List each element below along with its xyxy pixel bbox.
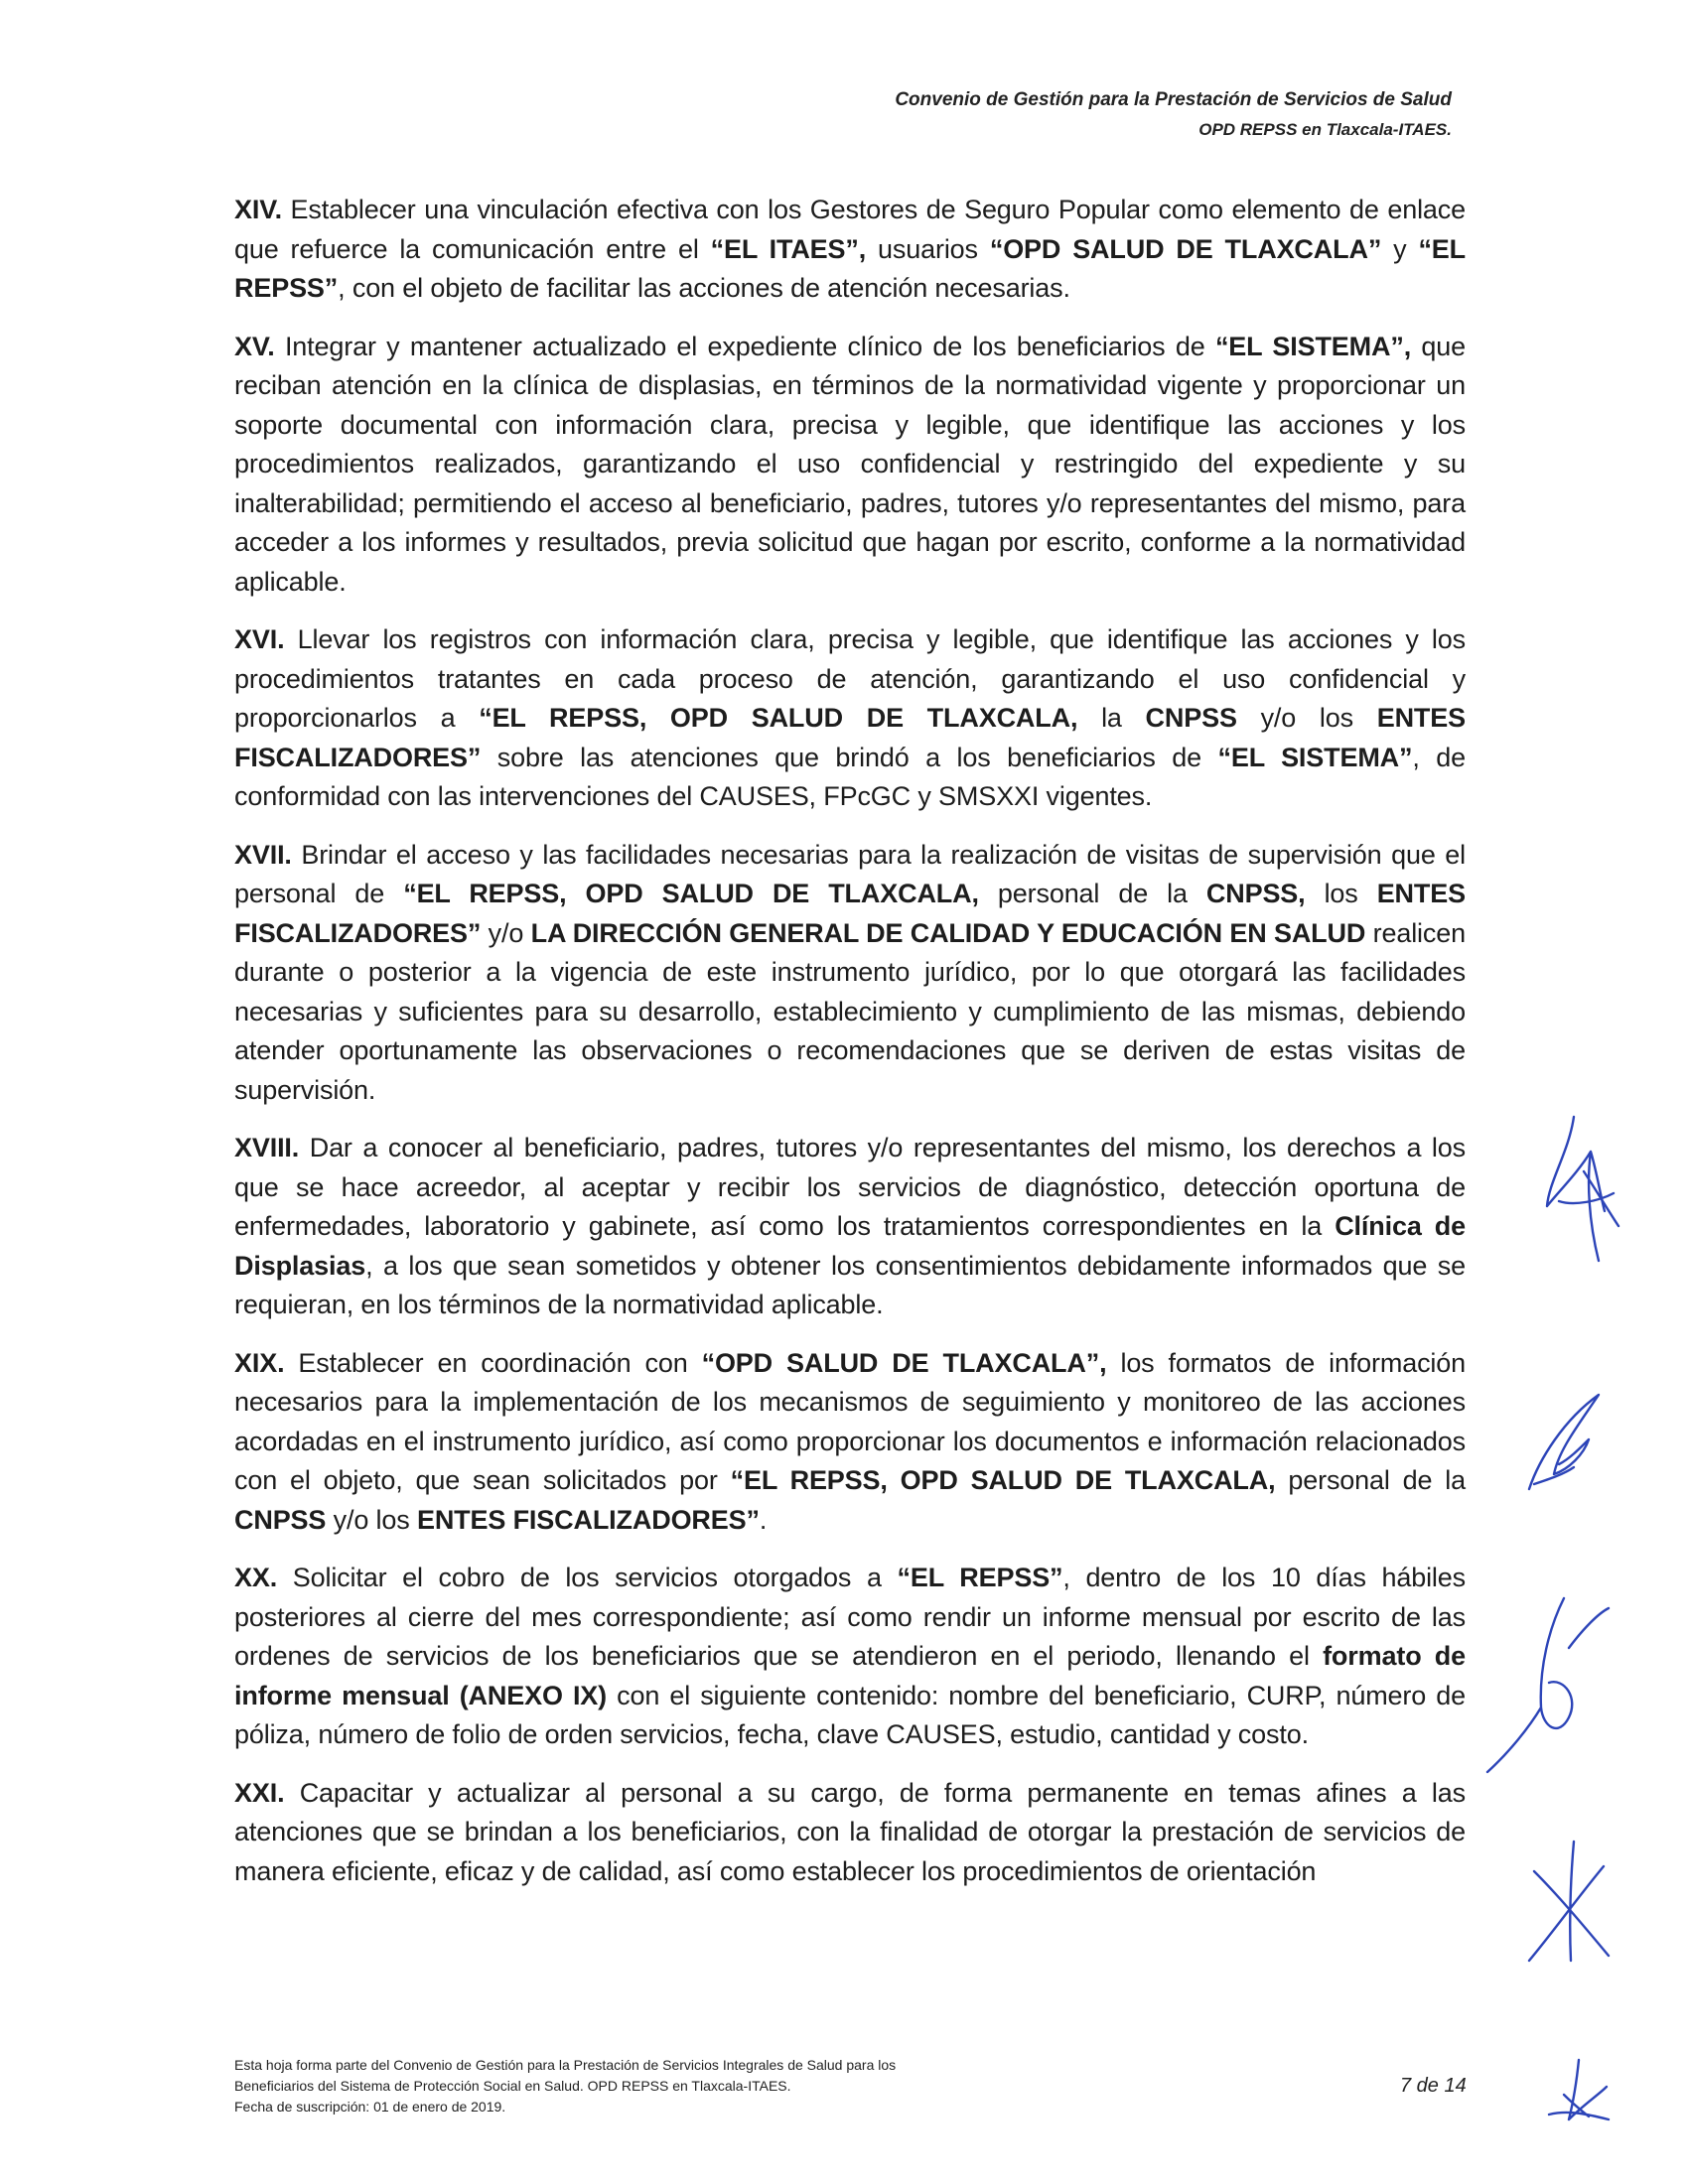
clause-paragraph <box>234 1559 1466 1755</box>
document-footer <box>234 2055 1128 2117</box>
clause-number: XVIII. <box>234 1133 300 1162</box>
clause-text: realicen durante o posterior a la vigencia de este instrumento jurídico, por lo que otorgará las facilidades necesarias y suficientes para su desarrollo, establecimiento y cumplimiento de las mismas, debiendo atender oportunamente las observaciones o recomendaciones que se deriven de estas visitas de supervisión. <box>234 917 1466 1105</box>
signature-initial-5 <box>1529 2055 1618 2144</box>
clause-text: , con el objeto de facilitar las acciones de atención necesarias. <box>338 273 1070 303</box>
clause-paragraph <box>234 1129 1466 1325</box>
bold-term: formato de informe mensual (ANEXO IX) <box>234 1641 1466 1710</box>
clause-number: XXI. <box>234 1777 285 1808</box>
signature-initial-3 <box>1470 1588 1618 1777</box>
clause-text: Capacitar y actualizar al personal a su cargo, de forma permanente en temas afines a las atenciones que se brindan a los beneficiarios, con la finalidad de otorgar la prestación de servicios de manera eficiente, eficaz y de calidad, así como establecer los procedimientos de orientación <box>234 1777 1466 1886</box>
header-title: Convenio de Gestión para la Prestación de Servicios de Salud <box>895 89 1452 110</box>
footer-line-3: Fecha de suscripción: 01 de enero de 2019. <box>234 2099 506 2115</box>
clause-text: sobre las atenciones que brindó a los beneficiarios de <box>481 742 1218 772</box>
clause-text: que reciban atención en la clínica de displasias, en términos de la normatividad vigente y proporcionar un soporte documental con información clara, precisa y legible, que identifique las acciones y los procedimientos realizados, garantizando el uso confidencial y restringido del expediente y su inalterabilidad; permitiendo el acceso al beneficiario, padres, tutores y/o representantes del mismo, para acceder a los informes y resultados, previa solicitud que hagan por escrito, conforme a la normatividad aplicable. <box>234 331 1467 597</box>
clause-text: y/o los <box>326 1504 417 1535</box>
clause-text: los formatos de información necesarios para la implementación de los mecanismos de seguimiento y monitoreo de las acciones acordadas en el instrumento jurídico, así como proporcionar los documentos e información relacionados con el objeto, que sean solicitados por <box>234 1347 1467 1495</box>
signature-initial-4 <box>1519 1837 1618 1966</box>
clause-text: Establecer en coordinación con <box>284 1347 702 1378</box>
clause-number: XV. <box>234 331 275 361</box>
footer-line-2: Beneficiarios del Sistema de Protección Social en Salud. OPD REPSS en Tlaxcala-ITAES. <box>234 2078 791 2094</box>
clause-number: XX. <box>234 1563 278 1592</box>
bold-term: ENTES FISCALIZADORES” <box>234 703 1466 772</box>
bold-term: LA DIRECCIÓN GENERAL DE CALIDAD Y EDUCACIÓN EN SALUD <box>530 917 1366 948</box>
bold-term: “EL REPSS, OPD SALUD DE TLAXCALA, <box>479 703 1078 733</box>
clause-text: y/o <box>481 917 531 948</box>
document-body <box>234 191 1466 1910</box>
bold-term: “EL ITAES”, <box>710 233 867 264</box>
clause-text: Integrar y mantener actualizado el expediente clínico de los beneficiarios de <box>274 331 1215 361</box>
clause-paragraph <box>234 620 1466 817</box>
clause-text: usuarios <box>866 233 990 264</box>
bold-term: Clínica de Displasias <box>234 1211 1466 1281</box>
signature-initial-1 <box>1529 1112 1638 1271</box>
signature-initial-2 <box>1509 1380 1618 1499</box>
header-subtitle: OPD REPSS en Tlaxcala-ITAES. <box>1198 120 1452 139</box>
clause-text: , dentro de los 10 días hábiles posteriores al cierre del mes correspondiente; así como rendir un informe mensual por escrito de las ordenes de servicios de los beneficiarios que se atendieron en el periodo, llenando el <box>234 1563 1467 1671</box>
clause-paragraph <box>234 191 1466 309</box>
clause-paragraph <box>234 1774 1466 1892</box>
bold-term: “EL REPSS” <box>234 233 1466 303</box>
document-header <box>895 85 1452 145</box>
clause-text: con el siguiente contenido: nombre del beneficiario, CURP, número de póliza, número de folio de orden servicios, fecha, clave CAUSES, estudio, cantidad y costo. <box>234 1680 1466 1749</box>
bold-term: “EL REPSS, OPD SALUD DE TLAXCALA, <box>403 879 979 908</box>
footer-line-1: Esta hoja forma parte del Convenio de Gestión para la Prestación de Servicios Integrales de Salud para los <box>234 2057 897 2073</box>
bold-term: “OPD SALUD DE TLAXCALA” <box>989 233 1382 264</box>
bold-term: CNPSS, <box>1205 879 1306 908</box>
clause-text: Establecer una vinculación efectiva con los Gestores de Seguro Popular como elemento de enlace que refuerce la comunicación entre el <box>234 195 1466 264</box>
clause-paragraph <box>234 328 1466 603</box>
bold-term: ENTES FISCALIZADORES” <box>416 1504 760 1535</box>
clause-text: y <box>1381 233 1419 264</box>
clause-paragraph <box>234 1344 1466 1541</box>
clause-number: XVI. <box>234 624 285 654</box>
clause-text: Solicitar el cobro de los servicios otorgados a <box>277 1563 898 1592</box>
bold-term: CNPSS <box>234 1504 327 1535</box>
clause-text: y/o los <box>1236 703 1377 733</box>
clause-text: los <box>1305 879 1377 908</box>
bold-term: ENTES FISCALIZADORES” <box>234 879 1466 948</box>
clause-text: personal de la <box>1275 1465 1466 1495</box>
clause-text: Brindar el acceso y las facilidades necesarias para la realización de visitas de supervisión que el personal de <box>234 839 1466 908</box>
bold-term: “EL REPSS, OPD SALUD DE TLAXCALA, <box>730 1465 1276 1495</box>
clause-number: XVII. <box>234 839 292 870</box>
bold-term: “EL SISTEMA” <box>1217 742 1413 772</box>
bold-term: “EL REPSS” <box>897 1563 1063 1592</box>
page-number: 7 de 14 <box>1400 2075 1467 2097</box>
clause-text: Dar a conocer al beneficiario, padres, tutores y/o representantes del mismo, los derechos a los que se hace acreedor, al aceptar y recibir los servicios de diagnóstico, detección oportuna de enfermedades, laboratorio y gabinete, así como los tratamientos correspondientes en la <box>234 1133 1466 1241</box>
clause-number: XIV. <box>234 195 282 224</box>
clause-number: XIX. <box>234 1347 285 1378</box>
clause-text: . <box>759 1504 768 1535</box>
clause-paragraph <box>234 836 1466 1111</box>
clause-text: , de conformidad con las intervenciones del CAUSES, FPcGC y SMSXXI vigentes. <box>234 742 1466 811</box>
clause-text: personal de la <box>978 879 1206 908</box>
clause-text: la <box>1077 703 1146 733</box>
clause-text: Llevar los registros con información clara, precisa y legible, que identifique las acciones y los procedimientos tratantes en cada proceso de atención, garantizando el uso confidencial y proporcionarlos a <box>234 624 1466 733</box>
bold-term: “OPD SALUD DE TLAXCALA”, <box>701 1347 1107 1378</box>
bold-term: CNPSS <box>1145 703 1237 733</box>
clause-text: , a los que sean sometidos y obtener los consentimientos debidamente informados que se requieran, en los términos de la normatividad aplicable. <box>234 1250 1466 1319</box>
bold-term: “EL SISTEMA”, <box>1214 331 1412 361</box>
